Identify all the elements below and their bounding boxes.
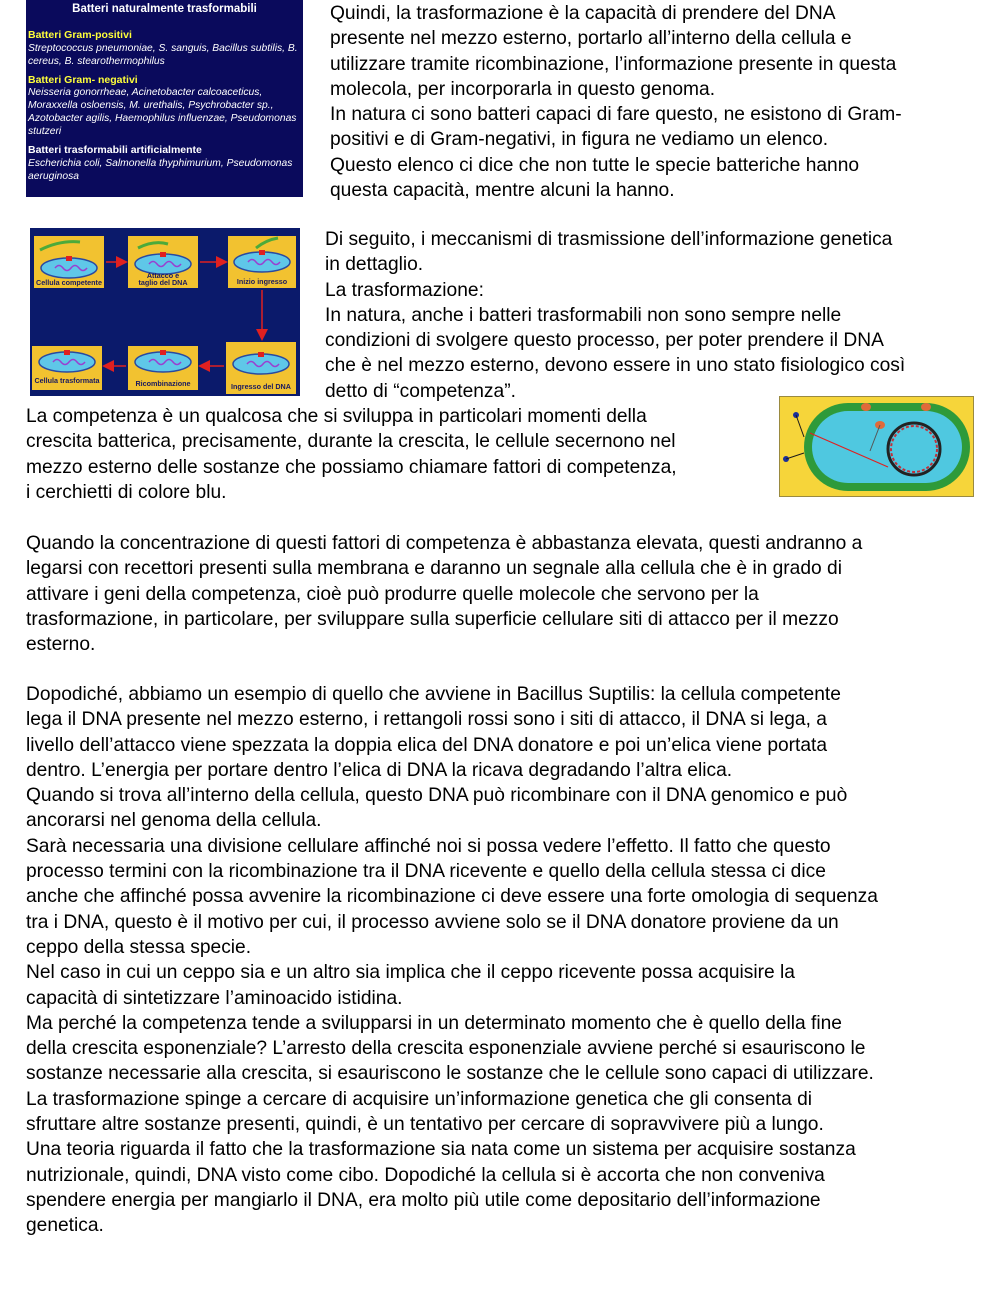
paragraph-transformation-intro: Quindi, la trasformazione è la capacità di prendere del DNA presente nel mezzo esterno, portarlo all’interno della cellula e utilizzare tramite ricombinazione, l’informazione presente in questa molecola, per incorporarla in questo genoma. In natura ci sono batteri capaci di fare questo, ne esistono di Gram- positivi e di Gram-negativi, in figura ne vediamo un elenco. Questo elenco ci dice che non tutte le specie batteriche hanno questa capacità, mentre alcuni la hanno. (330, 3, 902, 202)
figure1-group-species: Neisseria gonorrheae, Acinetobacter calcoaceticus, Moraxxella osloensis, M. urethalis, Psychrobacter sp., Azotobacter agilis, Haemophilus influenzae, Pseudomonas stutzeri (28, 87, 297, 137)
competence-cell-diagram (780, 397, 973, 496)
step-label-1: Cellula competente (36, 278, 102, 287)
transformation-steps-diagram (30, 228, 300, 396)
figure1-group-species: Streptococcus pneumoniae, S. sanguis, Bacillus subtilis, B. cereus, B. stearothermophilus (28, 42, 298, 67)
figure1-title: Batteri naturalmente trasformabili (72, 3, 257, 15)
step-label-6: Cellula trasformata (34, 376, 100, 385)
figure-transformable-bacteria (26, 0, 303, 197)
step-label-2: Attacco e (146, 271, 180, 280)
step-label-2b: taglio del DNA (138, 278, 188, 287)
figure1-group-heading: Batteri Gram- negativi (28, 73, 138, 86)
step-label-4: Ingresso del DNA (231, 382, 291, 391)
paragraph-competence-intro: Di seguito, i meccanismi di trasmissione dell’informazione genetica in dettaglio. La trasformazione: In natura, anche i batteri trasformabili non sono sempre nelle condizioni di svolgere questo processo, per poter prendere il DNA che è nel mezzo esterno, devono essere in uno stato fisiologico così detto di “competenza”. (325, 229, 906, 402)
figure1-group-heading: Batteri trasformabili artificialmente (28, 144, 202, 156)
figure1-group-artificial (28, 144, 301, 183)
figure-competence-cell (779, 396, 974, 497)
figure1-group-heading: Batteri Gram-positivi (28, 29, 132, 41)
paragraph-competence-factors: Quando la concentrazione di questi fattori di competenza è abbastanza elevata, questi andranno a legarsi con recettori presenti sulla membrana e daranno un segnale alla cellula che è in grado di attivare i geni della competenza, cioè può produrre quelle molecole che servono per la trasformazione, in particolare, per sviluppare sulla superficie cellulare siti di attacco per il mezzo esterno. (26, 533, 863, 656)
figure-transformation-steps (30, 228, 300, 396)
figure1-group-gram-positive (28, 29, 301, 68)
step-label-5: Ricombinazione (135, 379, 191, 388)
paragraph-bacillus-example: Dopodiché, abbiamo un esempio di quello che avviene in Bacillus Suptilis: la cellula competente lega il DNA presente nel mezzo esterno, i rettangoli rossi sono i siti di attacco, il DNA si lega, a livello dell’attacco viene spezzata la doppia elica del DNA donatore e poi un’elica viene portata dentro. L’energia per portare dentro l’elica di DNA la ricava degradando l’altra elica. Quando si trova all’interno della cellula, questo DNA può ricombinare con il DNA genomico e può ancorarsi nel genoma della cellula. Sarà necessaria una divisione cellulare affinché noi si possa vedere l’effetto. Il fatto che questo processo termini con la ricombinazione tra il DNA ricevente e quello della cellula stessa ci dice anche che affinché possa avvenire la ricombinazione ci deve essere una forte omologia di sequenza tra i DNA, questo è il motivo per cui, il processo avviene solo se il DNA donatore proviene da un ceppo della stessa specie. Nel caso in cui un ceppo sia e un altro sia implica che il ceppo ricevente possa acquisire la capacità di sintetizzare l’aminoacido istidina. Ma perché la competenza tende a svilupparsi in un determinato momento che è quello della fine della crescita esponenziale? L’arresto della crescita esponenziale avviene perché si esauriscono le sostanze necessarie alla crescita, si esauriscono le sostanze che le cellule sono capaci di utilizzare. La trasformazione spinge a cercare di acquisire un’informazione genetica che gli consenta di sfruttare altre sostanze presenti, quindi, è un tentativo per cercare di sopravvivere più a lungo. Una teoria riguarda il fatto che la trasformazione sia nata come un sistema per acquisire sostanza nutrizionale, quindi, DNA visto come cibo. Dopodiché la cellula si è accorta che non conveniva spendere energia per mangiarlo il DNA, era molto più utile come depositario dell’informazione genetica. (26, 684, 878, 1237)
paragraph-competence-development: La competenza è un qualcosa che si sviluppa in particolari momenti della crescita batterica, precisamente, durante la crescita, le cellule secernono nel mezzo esterno delle sostanze che possiamo chiamare fattori di competenza, i cerchietti di colore blu. (26, 406, 677, 503)
figure1-group-gram-negative (28, 74, 301, 139)
step-label-3: Inizio ingresso (236, 277, 288, 286)
figure1-group-species: Escherichia coli, Salmonella thyphimurium, Pseudomonas aeruginosa (28, 157, 293, 182)
